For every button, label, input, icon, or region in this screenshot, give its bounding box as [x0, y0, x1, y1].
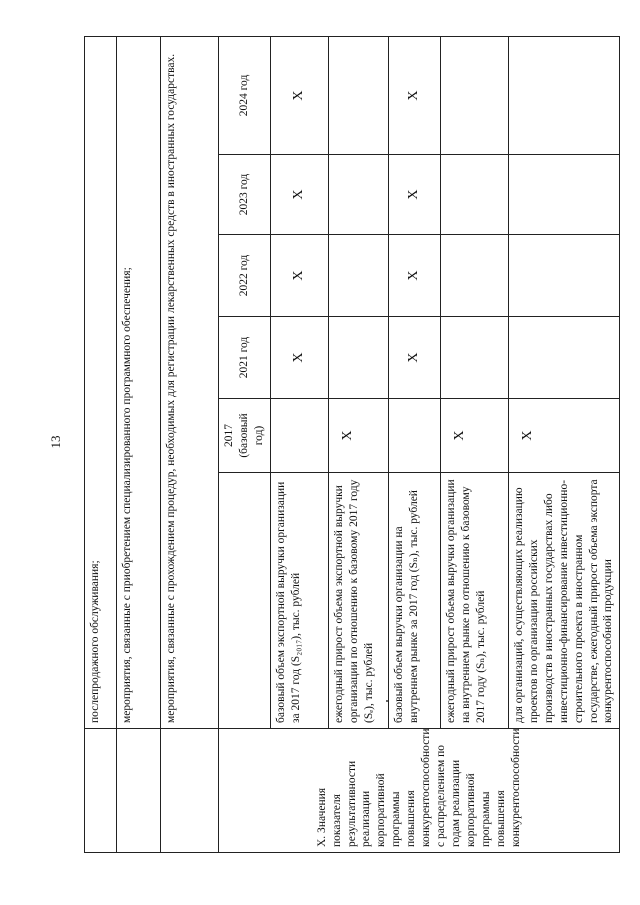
mark-cell — [328, 36, 388, 154]
mark-cell — [440, 235, 508, 317]
mark-cell — [328, 235, 388, 317]
indicators-table — [84, 36, 620, 853]
mark-cell: X — [270, 317, 328, 399]
mark-cell — [508, 155, 620, 235]
indicator-label: базовый объем экспортной выручки организации за 2017 год (S₂₀₁₇), тыс. рублей — [270, 473, 328, 729]
mark-cell: X — [388, 317, 440, 399]
scan-speck — [386, 700, 388, 702]
mark-cell — [440, 155, 508, 235]
mark-cell: X — [270, 36, 328, 154]
mark-cell: X — [388, 155, 440, 235]
mark-cell — [328, 317, 388, 399]
empty-cell — [219, 473, 271, 729]
year-header: 2017 (базовый год) — [219, 399, 271, 473]
year-header: 2024 год — [219, 36, 271, 154]
indicator-label: для организаций, осуществляющих реализацию проектов по организации российских производств в иностранных государствах либо инвестиционно-финансирование инвестиционно-строительного проекта в иностранном государстве, ежегодный прирост объема экспорта конкурентоспособной продукции — [508, 473, 620, 729]
mark-cell: X — [440, 399, 508, 473]
mark-cell — [388, 399, 440, 473]
mark-cell: X — [270, 155, 328, 235]
year-header: 2021 год — [219, 317, 271, 399]
indicator-label: базовый объем выручки организации на внутреннем рынке за 2017 год (Sₙ), тыс. рублей — [388, 473, 440, 729]
indicator-label: ежегодный прирост объема экспортной выручки организации по отношению к базовому 2017 году (Sₑ), тыс. рублей — [328, 473, 388, 729]
mark-cell — [440, 36, 508, 154]
mark-cell — [508, 317, 620, 399]
mark-cell: X — [508, 399, 620, 473]
section-title: X. Значения показателя результативности реализации корпоративной программы повышения конкурентоспособности с распределением по годам реализации корпоративной программы повышения конкурентоспособности — [219, 729, 620, 853]
mark-cell: X — [328, 399, 388, 473]
mark-cell — [440, 317, 508, 399]
table-row — [219, 36, 271, 852]
row-text: послепродажного обслуживания; — [85, 36, 117, 728]
indicator-label: ежегодный прирост объема выручки организации на внутреннем рынке по отношению к базовому 2017 году (Sₙ), тыс. рублей — [440, 473, 508, 729]
year-header: 2022 год — [219, 235, 271, 317]
mark-cell — [508, 36, 620, 154]
mark-cell: X — [270, 235, 328, 317]
rotated-table-container — [84, 37, 615, 853]
mark-cell: X — [388, 235, 440, 317]
table-row — [161, 36, 219, 852]
page-number: 13 — [48, 435, 63, 449]
year-header: 2023 год — [219, 155, 271, 235]
empty-cell — [85, 729, 117, 853]
row-text: мероприятия, связанные с приобретением специализированного программного обеспечения; — [117, 36, 161, 728]
row-text: мероприятия, связанные с прохождением процедур, необходимых для регистрации лекарственных средств в иностранных государствах. — [161, 36, 219, 728]
table-row — [85, 36, 117, 852]
mark-cell — [328, 155, 388, 235]
table-row — [117, 36, 161, 852]
mark-cell: X — [388, 36, 440, 154]
empty-cell — [161, 729, 219, 853]
mark-cell — [508, 235, 620, 317]
mark-cell — [270, 399, 328, 473]
empty-cell — [117, 729, 161, 853]
